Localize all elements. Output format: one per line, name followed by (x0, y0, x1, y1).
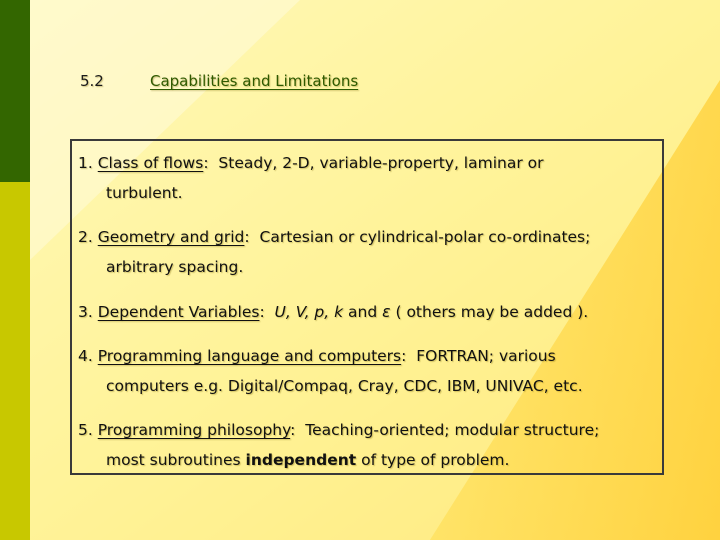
section-number: 5.2 (80, 72, 104, 90)
item-number: 5. (78, 421, 93, 439)
list-item (78, 415, 668, 475)
item-term: Geometry and grid (97, 228, 245, 246)
list-item (78, 222, 668, 282)
continuation-post: of type of problem. (361, 451, 510, 469)
sidebar-strip-dark (0, 0, 30, 182)
item-term: Dependent Variables (97, 303, 260, 321)
item-separator: : (244, 228, 250, 246)
item-text: FORTRAN; various (416, 347, 556, 365)
item-separator: : (290, 421, 296, 439)
item-number: 4. (78, 347, 93, 365)
list-item (78, 297, 668, 327)
and-word: and (348, 303, 378, 321)
item-term: Class of flows (97, 154, 204, 172)
item-number: 2. (78, 228, 93, 246)
list-item (78, 341, 668, 401)
item-term: Programming philosophy (97, 421, 291, 439)
item-term: Programming language and computers (97, 347, 402, 365)
section-title: Capabilities and Limitations (150, 72, 359, 90)
item-separator: : (401, 347, 407, 365)
item-number: 1. (78, 154, 93, 172)
item-continuation: turbulent. (106, 184, 183, 202)
item-continuation: arbitrary spacing. (106, 258, 244, 276)
item-text: Teaching-oriented; modular structure; (305, 421, 600, 439)
epsilon-symbol: ε (382, 303, 391, 321)
item-text: Cartesian or cylindrical-polar co-ordinates; (259, 228, 591, 246)
list-item (78, 148, 668, 208)
item-continuation (78, 445, 668, 475)
item-text: Steady, 2-D, variable-property, laminar or (218, 154, 544, 172)
continuation-pre: most subroutines (106, 451, 241, 469)
item-number: 3. (78, 303, 93, 321)
sidebar-strip-olive (0, 182, 30, 540)
continuation-bold: independent (245, 451, 357, 469)
dependent-variables: U, V, p, k (274, 303, 344, 321)
item-tail: ( others may be added ). (395, 303, 589, 321)
item-continuation: computers e.g. Digital/Compaq, Cray, CDC, IBM, UNIVAC, etc. (106, 377, 583, 395)
item-separator: : (203, 154, 209, 172)
item-separator: : (259, 303, 265, 321)
